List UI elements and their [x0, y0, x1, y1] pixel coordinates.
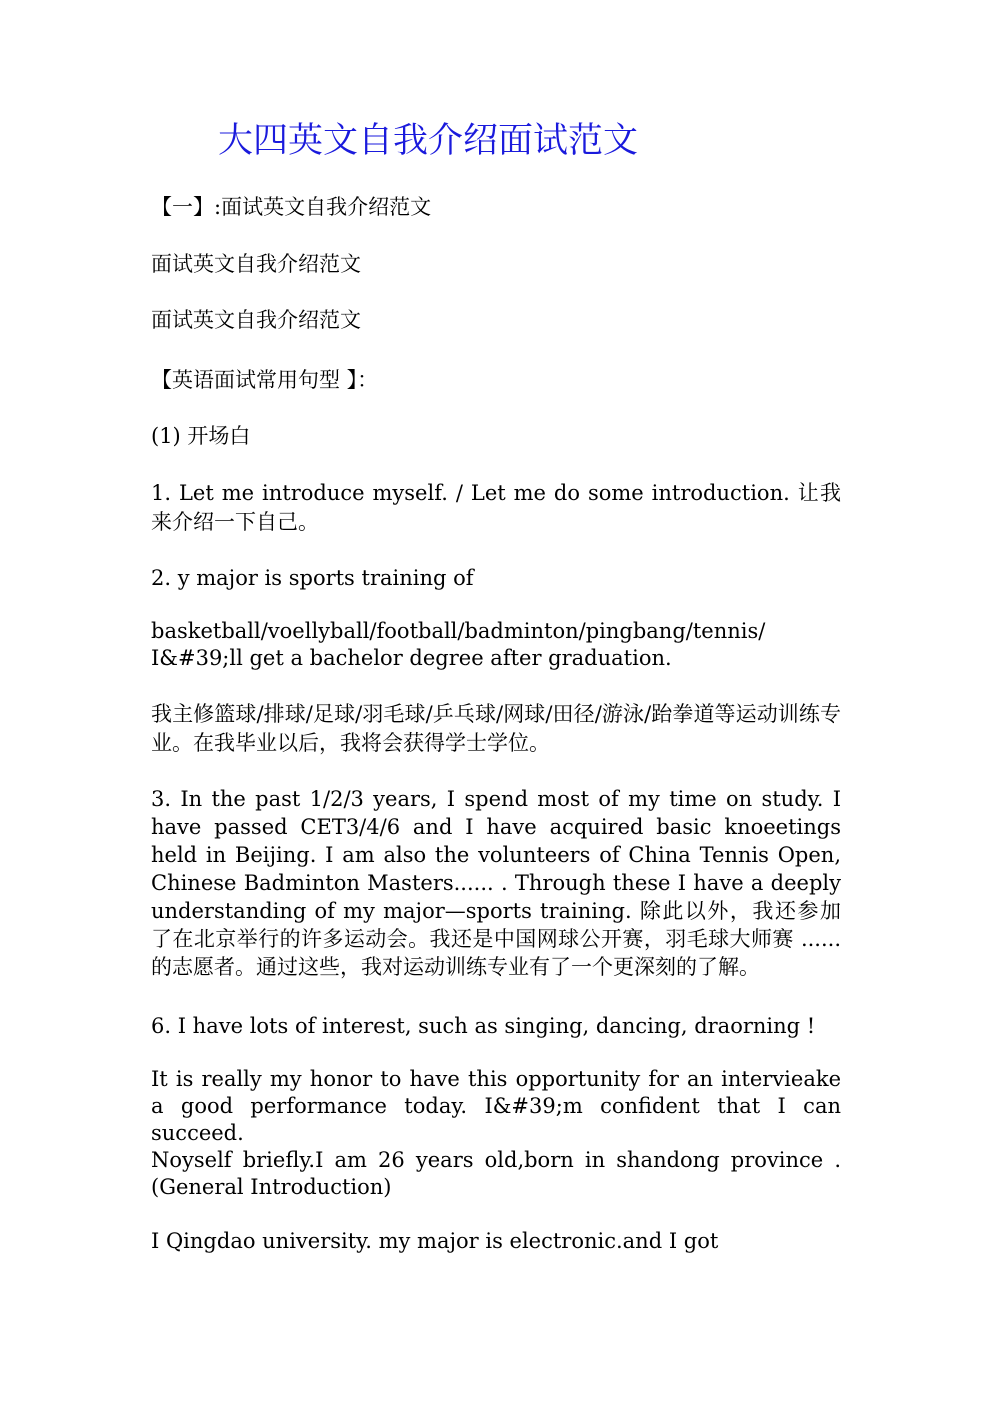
paragraph-item-6: 6. I have lots of interest, such as singing, dancing, draorning ! [151, 1014, 816, 1038]
paragraph-item-3: 3. In the past 1/2/3 years, I spend most of my time on study. I have passed CET3/4/6 and I have acquired basic knoeetings held in Beijing. I am also the volunteers of China Tennis Open, Chinese Badminton Masters...... . Through these I have a deeply understanding of my major—sports training. 除此以外，我还参加了在北京举行的许多运动会。我还是中国网球公开赛，羽毛球大师赛 ......的志愿者。通过这些，我对运动训练专业有了一个更深刻的了解。 [151, 787, 841, 979]
paragraph-university: I Qingdao university. my major is electronic.and I got [151, 1229, 719, 1253]
paragraph-subtitle-1: 面试英文自我介绍范文 [151, 252, 361, 276]
paragraph-item-2: 2. y major is sports training of [151, 566, 474, 590]
paragraph-item-2-chinese: 我主修篮球/排球/足球/羽毛球/乒乓球/网球/田径/游泳/跆拳道等运动训练专业。在我毕业以后，我将会获得学士学位。 [151, 702, 841, 755]
document-title: 大四英文自我介绍面试范文 [218, 121, 639, 161]
paragraph-opening-heading: (1) 开场白 [151, 424, 251, 448]
paragraph-sentence-patterns-heading: 【英语面试常用句型 】： [151, 368, 379, 392]
paragraph-item-2-continued: basketball/voellyball/football/badminton/pingbang/tennis/ I&#39;ll get a bachelor degree after graduation. [151, 619, 766, 670]
paragraph-item-1: 1. Let me introduce myself. / Let me do some introduction. 让我来介绍一下自己。 [151, 481, 841, 534]
paragraph-honor: It is really my honor to have this opportunity for an intervieake a good performance today. I&#39;m confident that I can succeed. [151, 1067, 841, 1145]
paragraph-heading-one: 【一】:面试英文自我介绍范文 [151, 195, 432, 219]
paragraph-general-introduction: Noyself briefly.I am 26 years old,born in shandong province . (General Introduction) [151, 1148, 841, 1199]
paragraph-subtitle-2: 面试英文自我介绍范文 [151, 308, 361, 332]
